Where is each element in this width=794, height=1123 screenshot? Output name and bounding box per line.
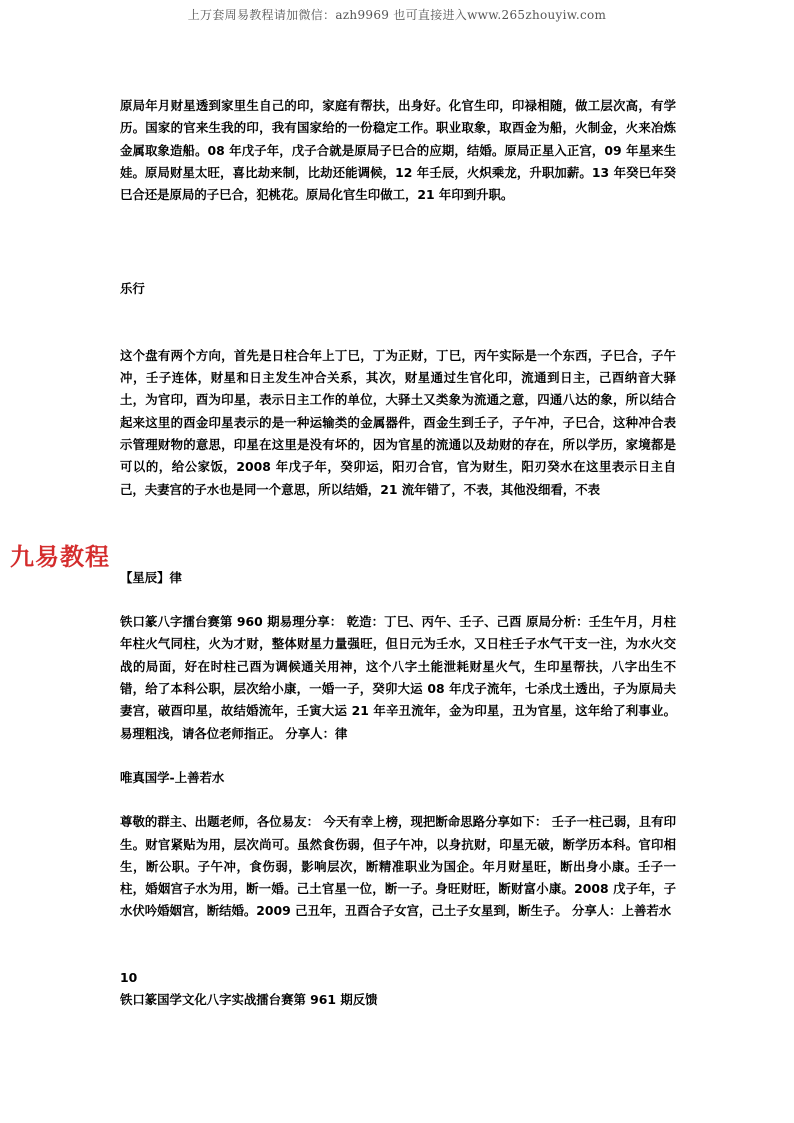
paragraph-analysis-1: 原局年月财星透到家里生自己的印，家庭有帮扶，出身好。化官生印，印禄相随，做工层次高，有学历。国家的官来生我的印，我有国家给的一份稳定工作。职业取象，取酉金为船，火制金，火来冶炼金属取象造船。08 年戊子年，戊子合就是原局子巳合的应期，结婚。原局正星入正宫，09 年星来生娃。原局财星太旺，喜比劫来制，比劫还能调候，12 年壬辰，火炽乘龙，升职加薪。13 年癸巳年癸巳合还是原局的子巳合，犯桃花。原局化官生印做工，21 年印到升职。 (120, 98, 676, 203)
paragraph-analysis-4: 尊敬的群主、出题老师，各位易友： 今天有幸上榜，现把断命思路分享如下： 壬子一柱己弱，且有印生。财官紧贴为用，层次尚可。虽然食伤弱，但子午冲，以身抗财，印星无破，断学历本科。官印相生，断公职。子午冲，食伤弱，影响层次，断精准职业为国企。年月财星旺，断出身小康。壬子一柱，婚姻宫子水为用，断一婚。己土官星一位，断一子。身旺财旺，断财富小康。2008 戊子年，子水伏吟婚姻宫，断结婚。2009 己丑年，丑酉合子女宫，己土子女星到，断生子。 分享人：上善若水 (120, 814, 676, 919)
author-heading-shangshan: 唯真国学-上善若水 (120, 769, 225, 785)
author-heading-lexing: 乐行 (120, 281, 145, 297)
page-header-banner: 上万套周易教程请加微信：azh9969 也可直接进入www.265zhouyiw.com (187, 8, 607, 22)
paragraph-analysis-2: 这个盘有两个方向，首先是日柱合年上丁巳，丁为正财，丁巳，丙午实际是一个东西，子巳合，子午冲，壬子连体，财星和日主发生冲合关系，其次，财星通过生官化印，流通到日主，己酉纳音大驿土，为官印，酉为印星，表示日主工作的单位，大驿土又类象为流通之意，四通八达的象，所以结合起来这里的酉金印星表示的是一种运输类的金属器件，酉金生到壬子，子午冲，子巳合，这种冲合表示管理财物的意思，印星在这里是没有坏的，因为官星的流通以及劫财的存在，所以学历，家境都是可以的，给公家饭，2008 年戊子年，癸卯运，阳刃合官，官为财生，阳刃癸水在这里表示日主自己，夫妻宫的子水也是同一个意思，所以结婚，21 流年错了，不表，其他没细看，不表 (120, 347, 676, 497)
section-number: 10 (120, 969, 138, 985)
paragraph-analysis-3: 铁口篆八字擂台赛第 960 期易理分享： 乾造：丁巳、丙午、壬子、己酉 原局分析：壬生午月，月柱年柱火气同柱，火为才财，整体财星力量强旺，但日元为壬水，又日柱壬子水气干支一注，为水火交战的局面，好在时柱己酉为调候通关用神，这个八字土能泄耗财星火气，生印星帮扶，八字出生不错，给了本科公职，层次给小康，一婚一子，癸卯大运 08 年戊子流年，七杀戊土透出，子为原局夫妻宫，破酉印星，故结婚流年，壬寅大运 21 年辛丑流年，金为印星，丑为官星，这年给了利事业。易理粗浅，请各位老师指正。 分享人：律 (120, 614, 676, 741)
section-title: 铁口篆国学文化八字实战擂台赛第 961 期反馈 (120, 992, 378, 1008)
watermark-logo: 九易教程 (10, 543, 110, 571)
document-body (120, 95, 676, 1011)
author-heading-xingchen: 【星辰】律 (120, 569, 182, 585)
